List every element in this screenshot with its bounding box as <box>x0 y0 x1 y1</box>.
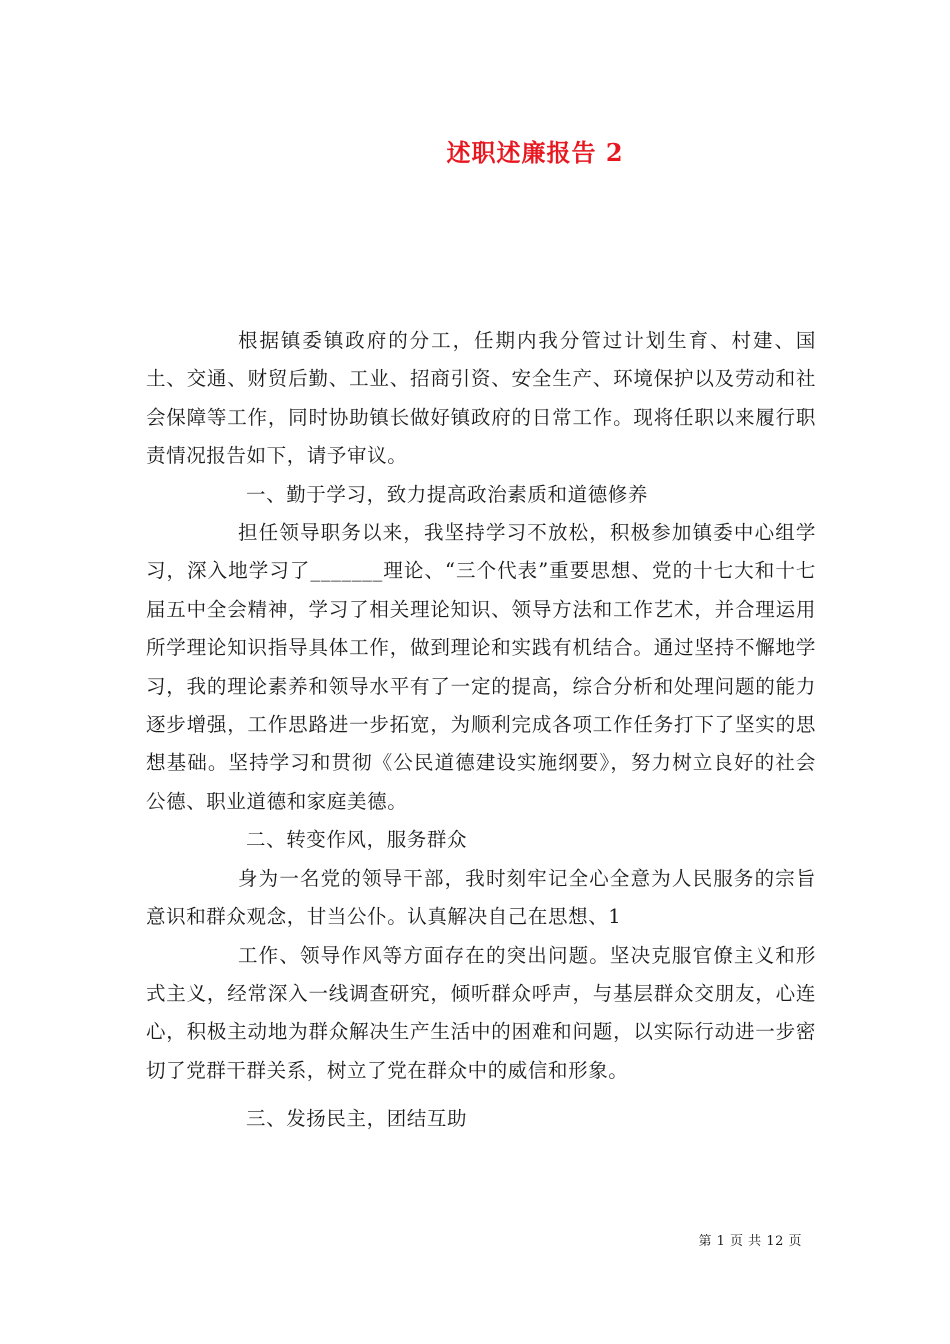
section-heading-3: 三、发扬民主，团结互助 <box>246 1107 468 1131</box>
section-heading-2: 二、转变作风，服务群众 <box>246 828 468 852</box>
document-body <box>146 322 816 1139</box>
section-heading-1: 一、勤于学习，致力提高政治素质和道德修养 <box>246 482 649 506</box>
section-1-paragraph: 担任领导职务以来，我坚持学习不放松，积极参加镇委中心组学习，深入地学习了_______理论、“三个代表”重要思想、党的十七大和十七届五中全会精神，学习了相关理论知识、领导方法和工作艺术，并合理运用所学理论知识指导具体工作，做到理论和实践有机结合。通过坚持不懈地学习，我的理论素养和领导水平有了一定的提高，综合分析和处理问题的能力逐步增强，工作思路进一步拓宽，为顺利完成各项工作任务打下了坚实的思想基础。坚持学习和贯彻《公民道德建设实施纲要》，努力树立良好的社会公德、职业道德和家庭美德。 <box>146 521 816 813</box>
section-2-paragraph-1: 身为一名党的领导干部，我时刻牢记全心全意为人民服务的宗旨意识和群众观念，甘当公仆。认真解决自己在思想、1 <box>146 866 816 929</box>
page-number: 第 1 页 共 12 页 <box>698 1234 802 1249</box>
document-title: 述职述廉报告 2 <box>446 138 624 167</box>
section-2-paragraph-2: 工作、领导作风等方面存在的突出问题。坚决克服官僚主义和形式主义，经常深入一线调查研究，倾听群众呼声，与基层群众交朋友，心连心，积极主动地为群众解决生产生活中的困难和问题，以实际行动进一步密切了党群干群关系，树立了党在群众中的威信和形象。 <box>146 943 816 1082</box>
intro-paragraph: 根据镇委镇政府的分工，任期内我分管过计划生育、村建、国土、交通、财贸后勤、工业、招商引资、安全生产、环境保护以及劳动和社会保障等工作，同时协助镇长做好镇政府的日常工作。现将任职以来履行职责情况报告如下，请予审议。 <box>146 329 816 468</box>
